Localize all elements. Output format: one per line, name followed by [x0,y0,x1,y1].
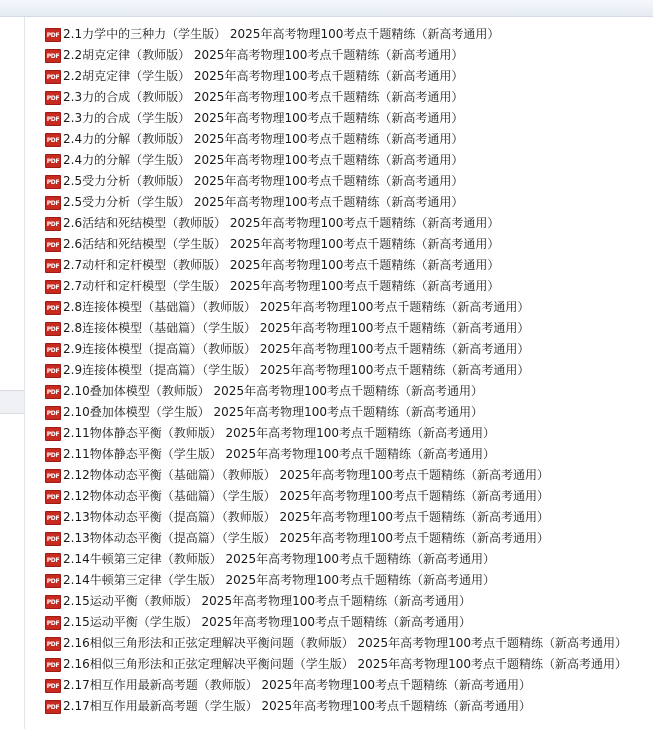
file-item[interactable] [45,612,627,633]
pdf-icon: PDF [45,469,61,483]
file-item[interactable] [45,87,627,108]
file-item[interactable] [45,675,627,696]
pdf-icon: PDF [45,28,61,42]
file-item[interactable] [45,108,627,129]
file-item[interactable] [45,633,627,654]
pdf-icon: PDF [45,196,61,210]
pdf-icon: PDF [45,490,61,504]
file-item[interactable] [45,591,627,612]
pdf-icon: PDF [45,385,61,399]
file-item[interactable] [45,255,627,276]
pdf-icon: PDF [45,532,61,546]
file-name: 2.10叠加体模型（学生版） 2025年高考物理100考点千题精练（新高考通用） [63,405,483,419]
file-item[interactable] [45,45,627,66]
file-item[interactable] [45,339,627,360]
file-name: 2.7动杆和定杆模型（学生版） 2025年高考物理100考点千题精练（新高考通用） [63,279,500,293]
file-name: 2.4力的分解（教师版） 2025年高考物理100考点千题精练（新高考通用） [63,132,464,146]
file-name: 2.14牛顿第三定律（学生版） 2025年高考物理100考点千题精练（新高考通用） [63,573,495,587]
pdf-icon: PDF [45,217,61,231]
pdf-icon: PDF [45,91,61,105]
file-name: 2.15运动平衡（教师版） 2025年高考物理100考点千题精练（新高考通用） [63,594,471,608]
file-name: 2.6活结和死结模型（教师版） 2025年高考物理100考点千题精练（新高考通用） [63,216,500,230]
file-item[interactable] [45,171,627,192]
file-name: 2.16相似三角形法和正弦定理解决平衡问题（教师版） 2025年高考物理100考点千题精练（新高考通用） [63,636,627,650]
file-item[interactable] [45,444,627,465]
pdf-icon: PDF [45,658,61,672]
file-item[interactable] [45,465,627,486]
file-name: 2.4力的分解（学生版） 2025年高考物理100考点千题精练（新高考通用） [63,153,464,167]
file-name: 2.2胡克定律（学生版） 2025年高考物理100考点千题精练（新高考通用） [63,69,464,83]
file-name: 2.10叠加体模型（教师版） 2025年高考物理100考点千题精练（新高考通用） [63,384,483,398]
file-name: 2.13物体动态平衡（提高篇）（教师版） 2025年高考物理100考点千题精练（新高考通用） [63,510,549,524]
pdf-icon: PDF [45,238,61,252]
file-item[interactable] [45,654,627,675]
file-item[interactable] [45,234,627,255]
file-item[interactable] [45,549,627,570]
file-item[interactable] [45,24,627,45]
file-name: 2.12物体动态平衡（基础篇）（教师版） 2025年高考物理100考点千题精练（新高考通用） [63,468,549,482]
pdf-icon: PDF [45,427,61,441]
pdf-icon: PDF [45,511,61,525]
file-name: 2.16相似三角形法和正弦定理解决平衡问题（学生版） 2025年高考物理100考点千题精练（新高考通用） [63,657,627,671]
file-item[interactable] [45,507,627,528]
pdf-icon: PDF [45,616,61,630]
pdf-icon: PDF [45,700,61,714]
file-item[interactable] [45,129,627,150]
file-name: 2.14牛顿第三定律（教师版） 2025年高考物理100考点千题精练（新高考通用） [63,552,495,566]
navigation-pane-scrollbar-thumb[interactable] [0,390,24,414]
file-name: 2.7动杆和定杆模型（教师版） 2025年高考物理100考点千题精练（新高考通用） [63,258,500,272]
file-item[interactable] [45,297,627,318]
file-name: 2.5受力分析（教师版） 2025年高考物理100考点千题精练（新高考通用） [63,174,464,188]
file-name: 2.11物体静态平衡（教师版） 2025年高考物理100考点千题精练（新高考通用） [63,426,495,440]
file-name: 2.2胡克定律（教师版） 2025年高考物理100考点千题精练（新高考通用） [63,48,464,62]
file-name: 2.3力的合成（学生版） 2025年高考物理100考点千题精练（新高考通用） [63,111,464,125]
file-name: 2.1力学中的三种力（学生版） 2025年高考物理100考点千题精练（新高考通用） [63,27,500,41]
file-item[interactable] [45,318,627,339]
file-name: 2.8连接体模型（基础篇）（教师版） 2025年高考物理100考点千题精练（新高考通用） [63,300,530,314]
file-name: 2.3力的合成（教师版） 2025年高考物理100考点千题精练（新高考通用） [63,90,464,104]
file-item[interactable] [45,423,627,444]
file-item[interactable] [45,486,627,507]
pdf-icon: PDF [45,406,61,420]
file-name: 2.6活结和死结模型（学生版） 2025年高考物理100考点千题精练（新高考通用） [63,237,500,251]
file-name: 2.17相互作用最新高考题（学生版） 2025年高考物理100考点千题精练（新高考通用） [63,699,531,713]
file-item[interactable] [45,528,627,549]
file-name: 2.9连接体模型（提高篇）（学生版） 2025年高考物理100考点千题精练（新高考通用） [63,363,530,377]
file-name: 2.17相互作用最新高考题（教师版） 2025年高考物理100考点千题精练（新高考通用） [63,678,531,692]
pdf-icon: PDF [45,595,61,609]
file-item[interactable] [45,381,627,402]
pdf-icon: PDF [45,301,61,315]
pdf-icon: PDF [45,175,61,189]
pdf-icon: PDF [45,574,61,588]
pdf-icon: PDF [45,637,61,651]
file-list [45,24,627,717]
pdf-icon: PDF [45,133,61,147]
pdf-icon: PDF [45,343,61,357]
file-name: 2.13物体动态平衡（提高篇）（学生版） 2025年高考物理100考点千题精练（新高考通用） [63,531,549,545]
file-name: 2.8连接体模型（基础篇）（学生版） 2025年高考物理100考点千题精练（新高考通用） [63,321,530,335]
pdf-icon: PDF [45,112,61,126]
file-item[interactable] [45,66,627,87]
pdf-icon: PDF [45,322,61,336]
file-name: 2.5受力分析（学生版） 2025年高考物理100考点千题精练（新高考通用） [63,195,464,209]
pdf-icon: PDF [45,49,61,63]
pdf-icon: PDF [45,448,61,462]
file-name: 2.11物体静态平衡（学生版） 2025年高考物理100考点千题精练（新高考通用） [63,447,495,461]
file-name: 2.9连接体模型（提高篇）（教师版） 2025年高考物理100考点千题精练（新高考通用） [63,342,530,356]
window-header-bar [0,0,653,17]
file-item[interactable] [45,402,627,423]
pdf-icon: PDF [45,70,61,84]
file-name: 2.15运动平衡（学生版） 2025年高考物理100考点千题精练（新高考通用） [63,615,471,629]
pdf-icon: PDF [45,154,61,168]
pdf-icon: PDF [45,280,61,294]
file-item[interactable] [45,150,627,171]
pdf-icon: PDF [45,259,61,273]
navigation-pane [0,17,25,729]
pdf-icon: PDF [45,553,61,567]
file-item[interactable] [45,276,627,297]
file-item[interactable] [45,192,627,213]
pdf-icon: PDF [45,364,61,378]
file-item[interactable] [45,696,627,717]
file-item[interactable] [45,360,627,381]
pdf-icon: PDF [45,679,61,693]
file-name: 2.12物体动态平衡（基础篇）（学生版） 2025年高考物理100考点千题精练（新高考通用） [63,489,549,503]
file-item[interactable] [45,213,627,234]
file-item[interactable] [45,570,627,591]
